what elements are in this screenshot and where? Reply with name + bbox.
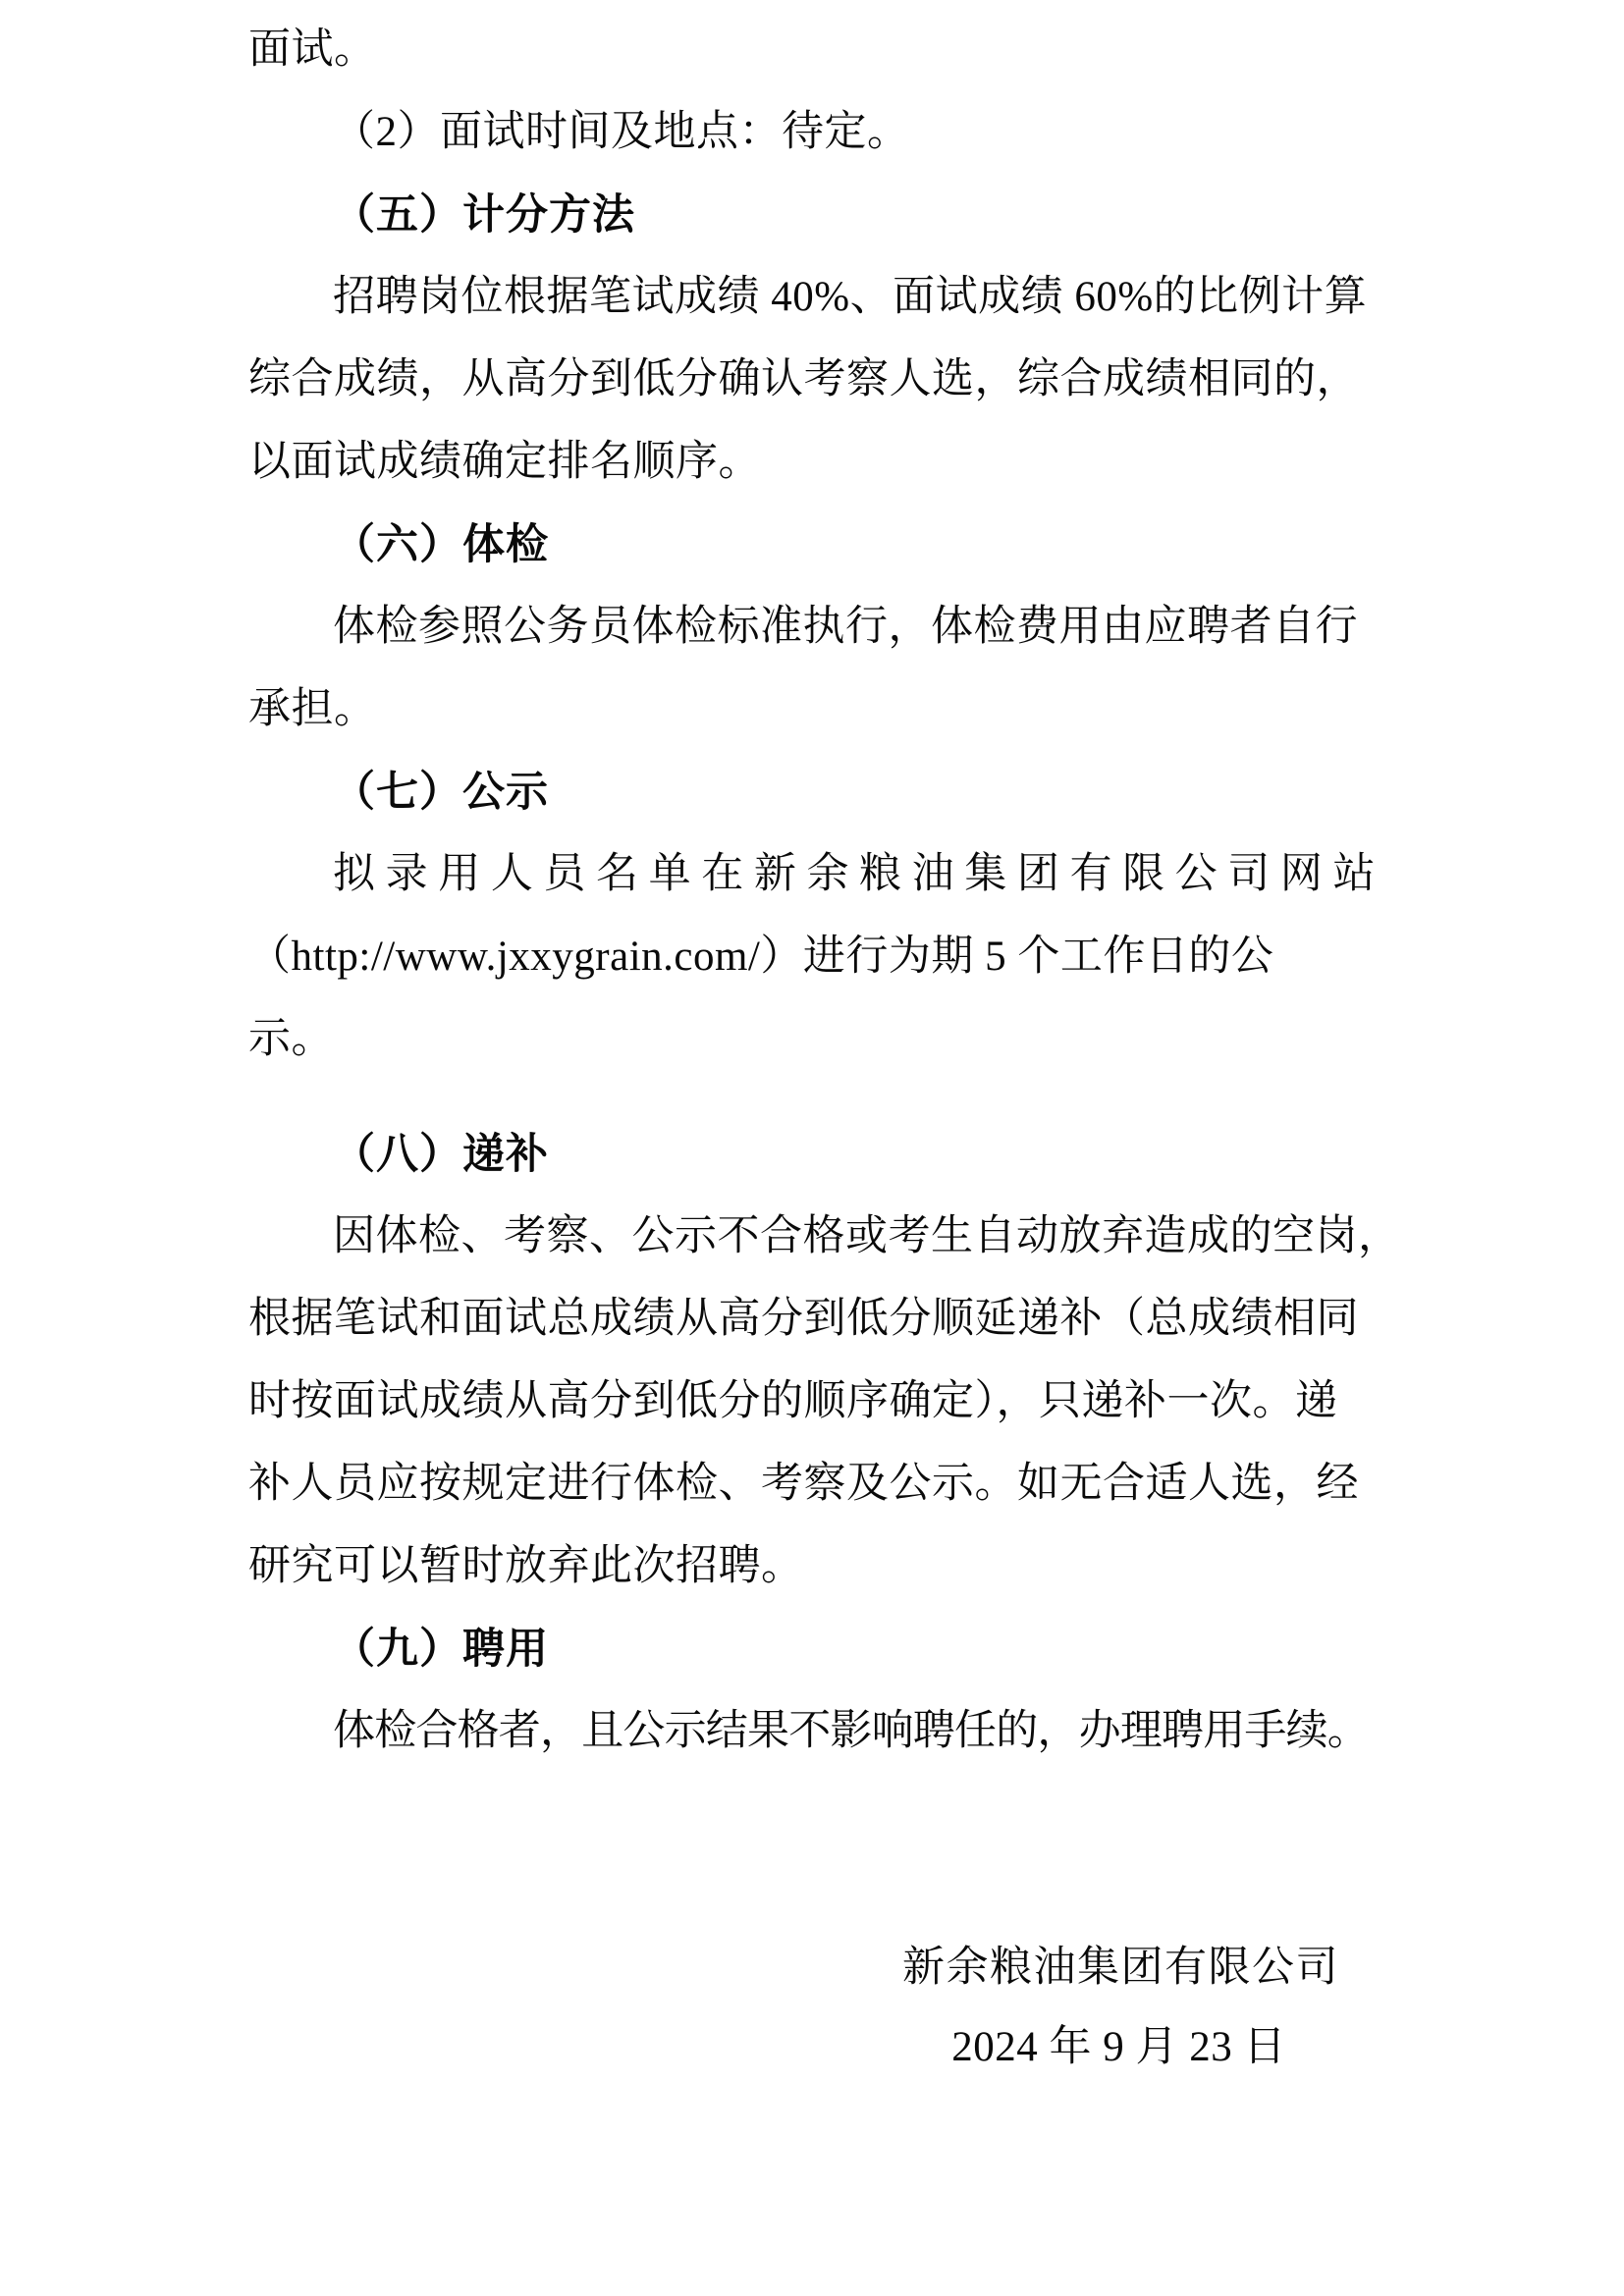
document-line: 承担。 [248,686,377,732]
section-heading-physical-exam: （六）体检 [333,521,549,568]
section-heading-employment: （九）聘用 [333,1626,549,1673]
document-line: 综合成绩，从高分到低分确认考察人选，综合成绩相同的， [248,356,1359,402]
document-line: 体检合格者，且公示结果不影响聘任的，办理聘用手续。 [333,1708,1369,1754]
document-line: 研究可以暂时放弃此次招聘。 [248,1543,804,1589]
document-line: 面试。 [248,27,377,73]
section-heading-replacement: （八）递补 [333,1131,549,1178]
document-line: 根据笔试和面试总成绩从高分到低分顺延递补（总成绩相同 [248,1296,1359,1342]
document-line: 因体检、考察、公示不合格或考生自动放弃造成的空岗， [333,1213,1401,1259]
document-line: 以面试成绩确定排名顺序。 [248,439,761,485]
document-line: （http://www.jxxygrain.com/）进行为期 5 个工作日的公 [248,934,1274,980]
document-line: （2）面试时间及地点：待定。 [333,109,910,155]
document-line: 拟录用人员名单在新余粮油集团有限公司网站 [333,851,1376,897]
document-text-block [248,9,1401,1773]
signature-company-name: 新余粮油集团有限公司 [902,1945,1339,1991]
section-heading-scoring-method: （五）计分方法 [333,191,635,239]
signature-date: 2024 年 9 月 23 日 [951,2024,1286,2070]
document-line: 示。 [248,1016,334,1062]
document-line: 补人员应按规定进行体检、考察及公示。如无合适人选，经 [248,1461,1359,1507]
document-line: 招聘岗位根据笔试成绩 40%、面试成绩 60%的比例计算 [333,274,1368,320]
document-line: 体检参照公务员体检标准执行，体检费用由应聘者自行 [333,604,1358,650]
section-heading-public-notice: （七）公示 [333,769,549,816]
document-line: 时按面试成绩从高分到低分的顺序确定），只递补一次。递 [248,1378,1338,1424]
